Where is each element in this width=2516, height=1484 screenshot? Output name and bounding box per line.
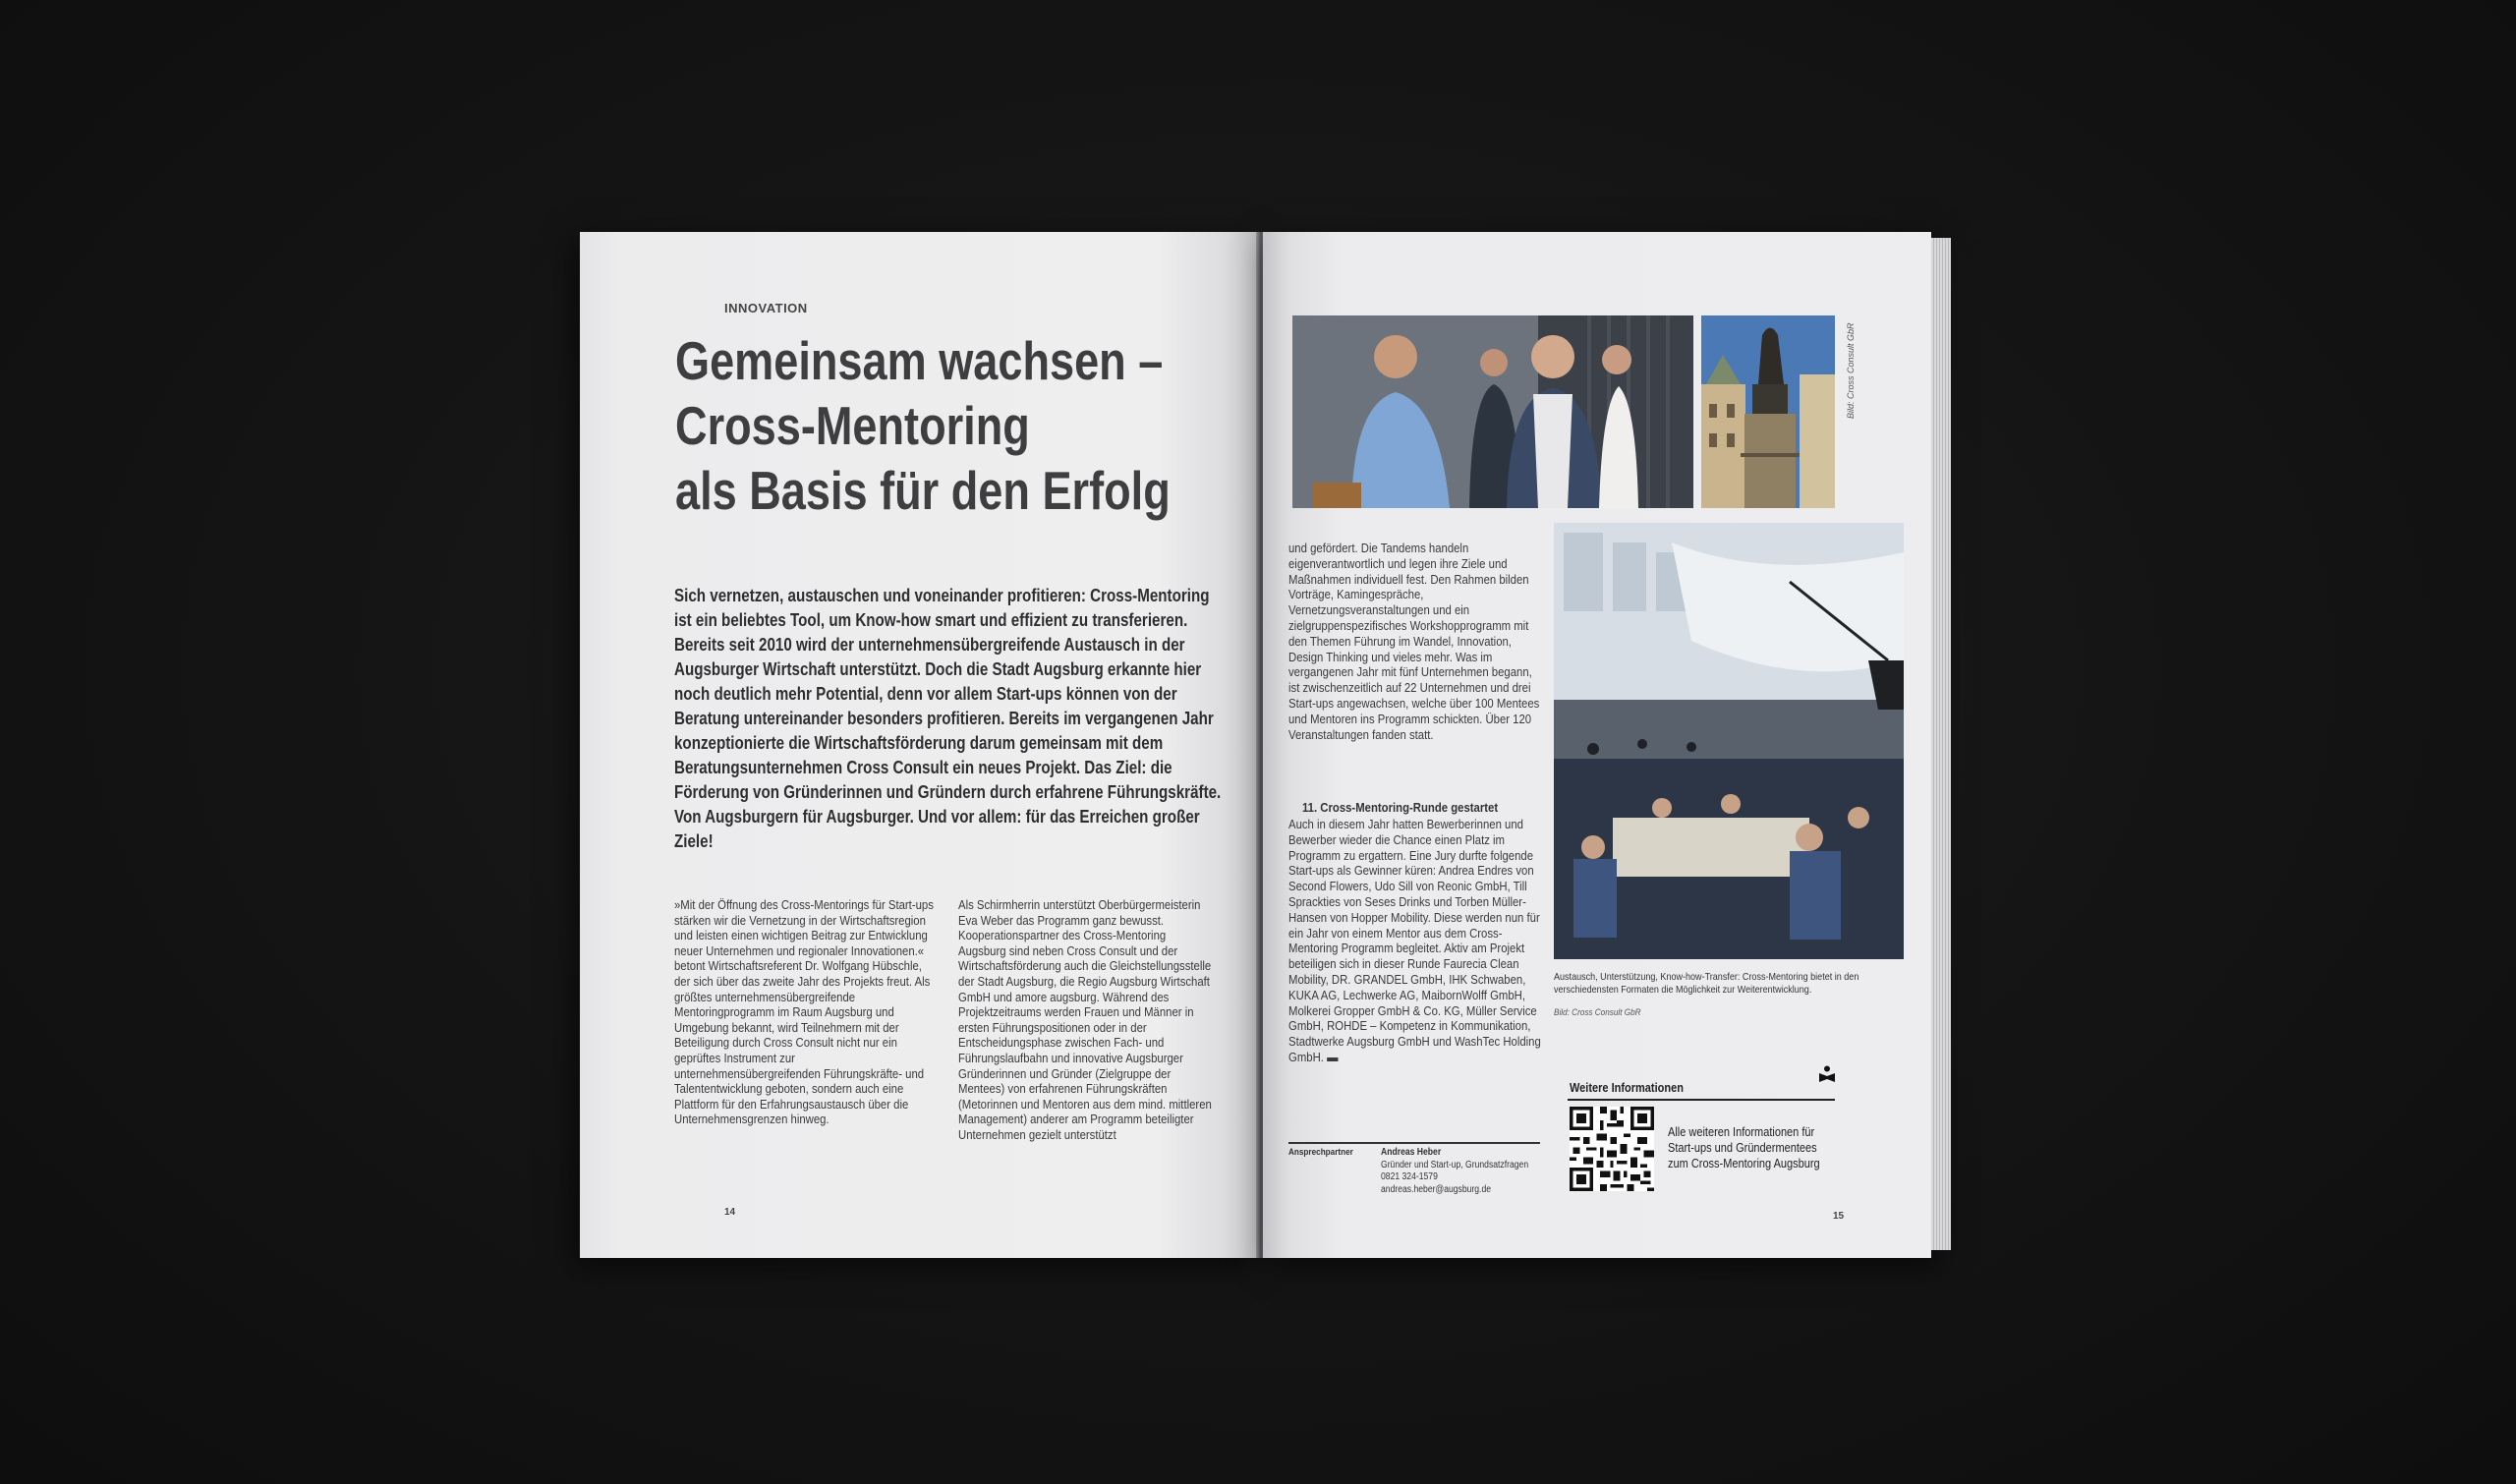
page-number-left: 14 xyxy=(724,1207,736,1218)
body-column-2: Als Schirmherrin unterstützt Oberbürgermeisterin Eva Weber das Programm ganz bewusst. Kooperationspartner des Cross-Mentoring Augsburg sind neben Cross Consult und der Wirtschaftsförderung auch die Gleichstellungsstelle der Stadt Augsburg, die Regio Augsburg Wirtschaft GmbH und amore augsburg. Während des Projektzeitraums werden Frauen und Männer in ersten Führungspositionen oder in der Entscheidungsphase zwischen Fach- und Führungslaufbahn und innovative Augsburger Gründerinnen und Gründer (Zielgruppe der Mentees) von erfahrenen Führungskräften (Metorinnen und Mentoren aus dem mind. mittleren Management) anderer am Programm beteiligter Unternehmen gezielt unterstützt xyxy=(958,897,1212,1142)
title-line-1: Gemeinsam wachsen – xyxy=(675,330,1164,391)
photo-statue-illustration xyxy=(1701,315,1835,508)
photo-event-hall xyxy=(1554,523,1904,959)
qr-code[interactable] xyxy=(1570,1107,1654,1191)
info-box-title: Weitere Informationen xyxy=(1570,1081,1684,1095)
photo-mentoring-people xyxy=(1292,315,1693,508)
page-edges xyxy=(1931,238,1951,1250)
photo-credit-vertical: Bild: Cross Consult GbR xyxy=(1846,322,1856,419)
right-body-column-2: Auch in diesem Jahr hatten Bewerberinnen und Bewerber wieder die Chance einen Platz im Programm zu ergattern. Eine Jury durfte folgende Start-ups als Gewinner küren: Andrea Endres von Second Flowers, Udo Sill von Reonic GmbH, Till Sprackties von Seses Drinks und Torben Müller-Hansen von Hopper Mobility. Diese werden nun für ein Jahr von einem Mentor aus dem Cross-Mentoring Programm begleitet. Aktiv am Projekt beteiligen sich in dieser Runde Faurecia Clean Mobility, DR. GRANDEL GmbH, IHK Schwaben, KUKA AG, Lechwerke AG, MaibornWolff GmbH, Molkerei Gropper GmbH & Co. KG, Müller Service GmbH, ROHDE – Kompetenz in Kommunikation, Stadtwerke Augsburg GmbH und WashTec Holding GmbH. ▬ xyxy=(1288,817,1541,1064)
contact-details xyxy=(1381,1147,1528,1196)
photo-hall-illustration xyxy=(1554,523,1904,959)
left-page xyxy=(580,232,1260,1258)
magazine-spread xyxy=(580,232,1961,1258)
title-line-3: als Basis für den Erfolg xyxy=(675,460,1171,521)
caption-credit: Bild: Cross Consult GbR xyxy=(1554,1007,1641,1018)
book-icon xyxy=(1819,1065,1835,1083)
contact-divider xyxy=(1288,1142,1540,1144)
article-lead: Sich vernetzen, austauschen und voneinander profitieren: Cross-Mentoring ist ein beliebtes Tool, um Know-how smart und effizient zu transferieren. Bereits seit 2010 wird der unternehmensübergreifende Austausch in der Augsburger Wirtschaft unterstützt. Doch die Stadt Augsburg erkannte hier noch deutlich mehr Potential, denn vor allem Start-ups können von der Beratung untereinander besonders profitieren. Bereits im vergangenen Jahr konzeptionierte die Wirtschaftsförderung darum gemeinsam mit dem Beratungsunternehmen Cross Consult ein neues Projekt. Das Ziel: die Förderung von Gründerinnen und Gründern durch erfahrene Führungskräfte. Von Augsburgern für Augsburger. Und vor allem: für das Erreichen großer Ziele! xyxy=(674,585,1222,851)
right-body-column-1: und gefördert. Die Tandems handeln eigenverantwortlich und legen ihre Ziele und Maßnahmen individuell fest. Den Rahmen bilden Vorträge, Kamingespräche, Vernetzungsveranstaltungen und ein zielgruppenspezifisches Workshopprogramm mit den Themen Führung im Wandel, Innovation, Design Thinking und vieles mehr. Was im vergangenen Jahr mit fünf Unternehmen begann, ist zwischenzeitlich auf 22 Unternehmen und drei Start-ups angewachsen, welche über 100 Mentees und Mentoren ins Programm schickten. Über 120 Veranstaltungen fanden statt. xyxy=(1288,541,1540,742)
page-number-right: 15 xyxy=(1833,1211,1845,1222)
contact-role: Gründer und Start-up, Grundsatzfragen xyxy=(1381,1159,1529,1170)
contact-name: Andreas Heber xyxy=(1381,1147,1442,1158)
info-box-divider xyxy=(1568,1099,1835,1101)
title-line-2: Cross-Mentoring xyxy=(675,395,1030,456)
section-kicker: INNOVATION xyxy=(724,301,808,315)
right-page xyxy=(1263,232,1931,1258)
contact-phone: 0821 324-1579 xyxy=(1381,1171,1438,1182)
photo-caption: Austausch, Unterstützung, Know-how-Transfer: Cross-Mentoring bietet in den verschiedensten Formaten die Möglichkeit zur Weiterentwicklung. xyxy=(1554,971,1859,996)
photo-people-illustration xyxy=(1292,315,1693,508)
section-subheading: 11. Cross-Mentoring-Runde gestartet xyxy=(1302,800,1499,815)
photo-augsburg-statue xyxy=(1701,315,1835,508)
article-title xyxy=(675,328,1171,523)
body-column-1: »Mit der Öffnung des Cross-Mentorings für Start-ups stärken wir die Vernetzung in der Wirtschaftsregion und leisten einen wichtigen Beitrag zur Entwicklung neuer Unternehmen und regionaler Innovationen.« betont Wirtschaftsreferent Dr. Wolfgang Hübschle, der sich über das zweite Jahr des Projekts freut. Als größtes unternehmensübergreifende Mentoringprogramm im Raum Augsburg und Umgebung bekannt, wird Teilnehmern mit der Beteiligung durch Cross Consult nicht nur ein geprüftes Instrument zur unternehmensübergreifenden Führungskräfte- und Talententwicklung geboten, sondern auch eine Plattform für den Erfahrungsaustausch über die Unternehmensgrenzen hinweg. xyxy=(674,897,934,1127)
info-box-text: Alle weiteren Informationen für Start-ups und Gründermentees zum Cross-Mentoring Augsburg xyxy=(1668,1125,1820,1170)
contact-label: Ansprechpartner xyxy=(1288,1147,1353,1158)
contact-email: andreas.heber@augsburg.de xyxy=(1381,1183,1492,1195)
